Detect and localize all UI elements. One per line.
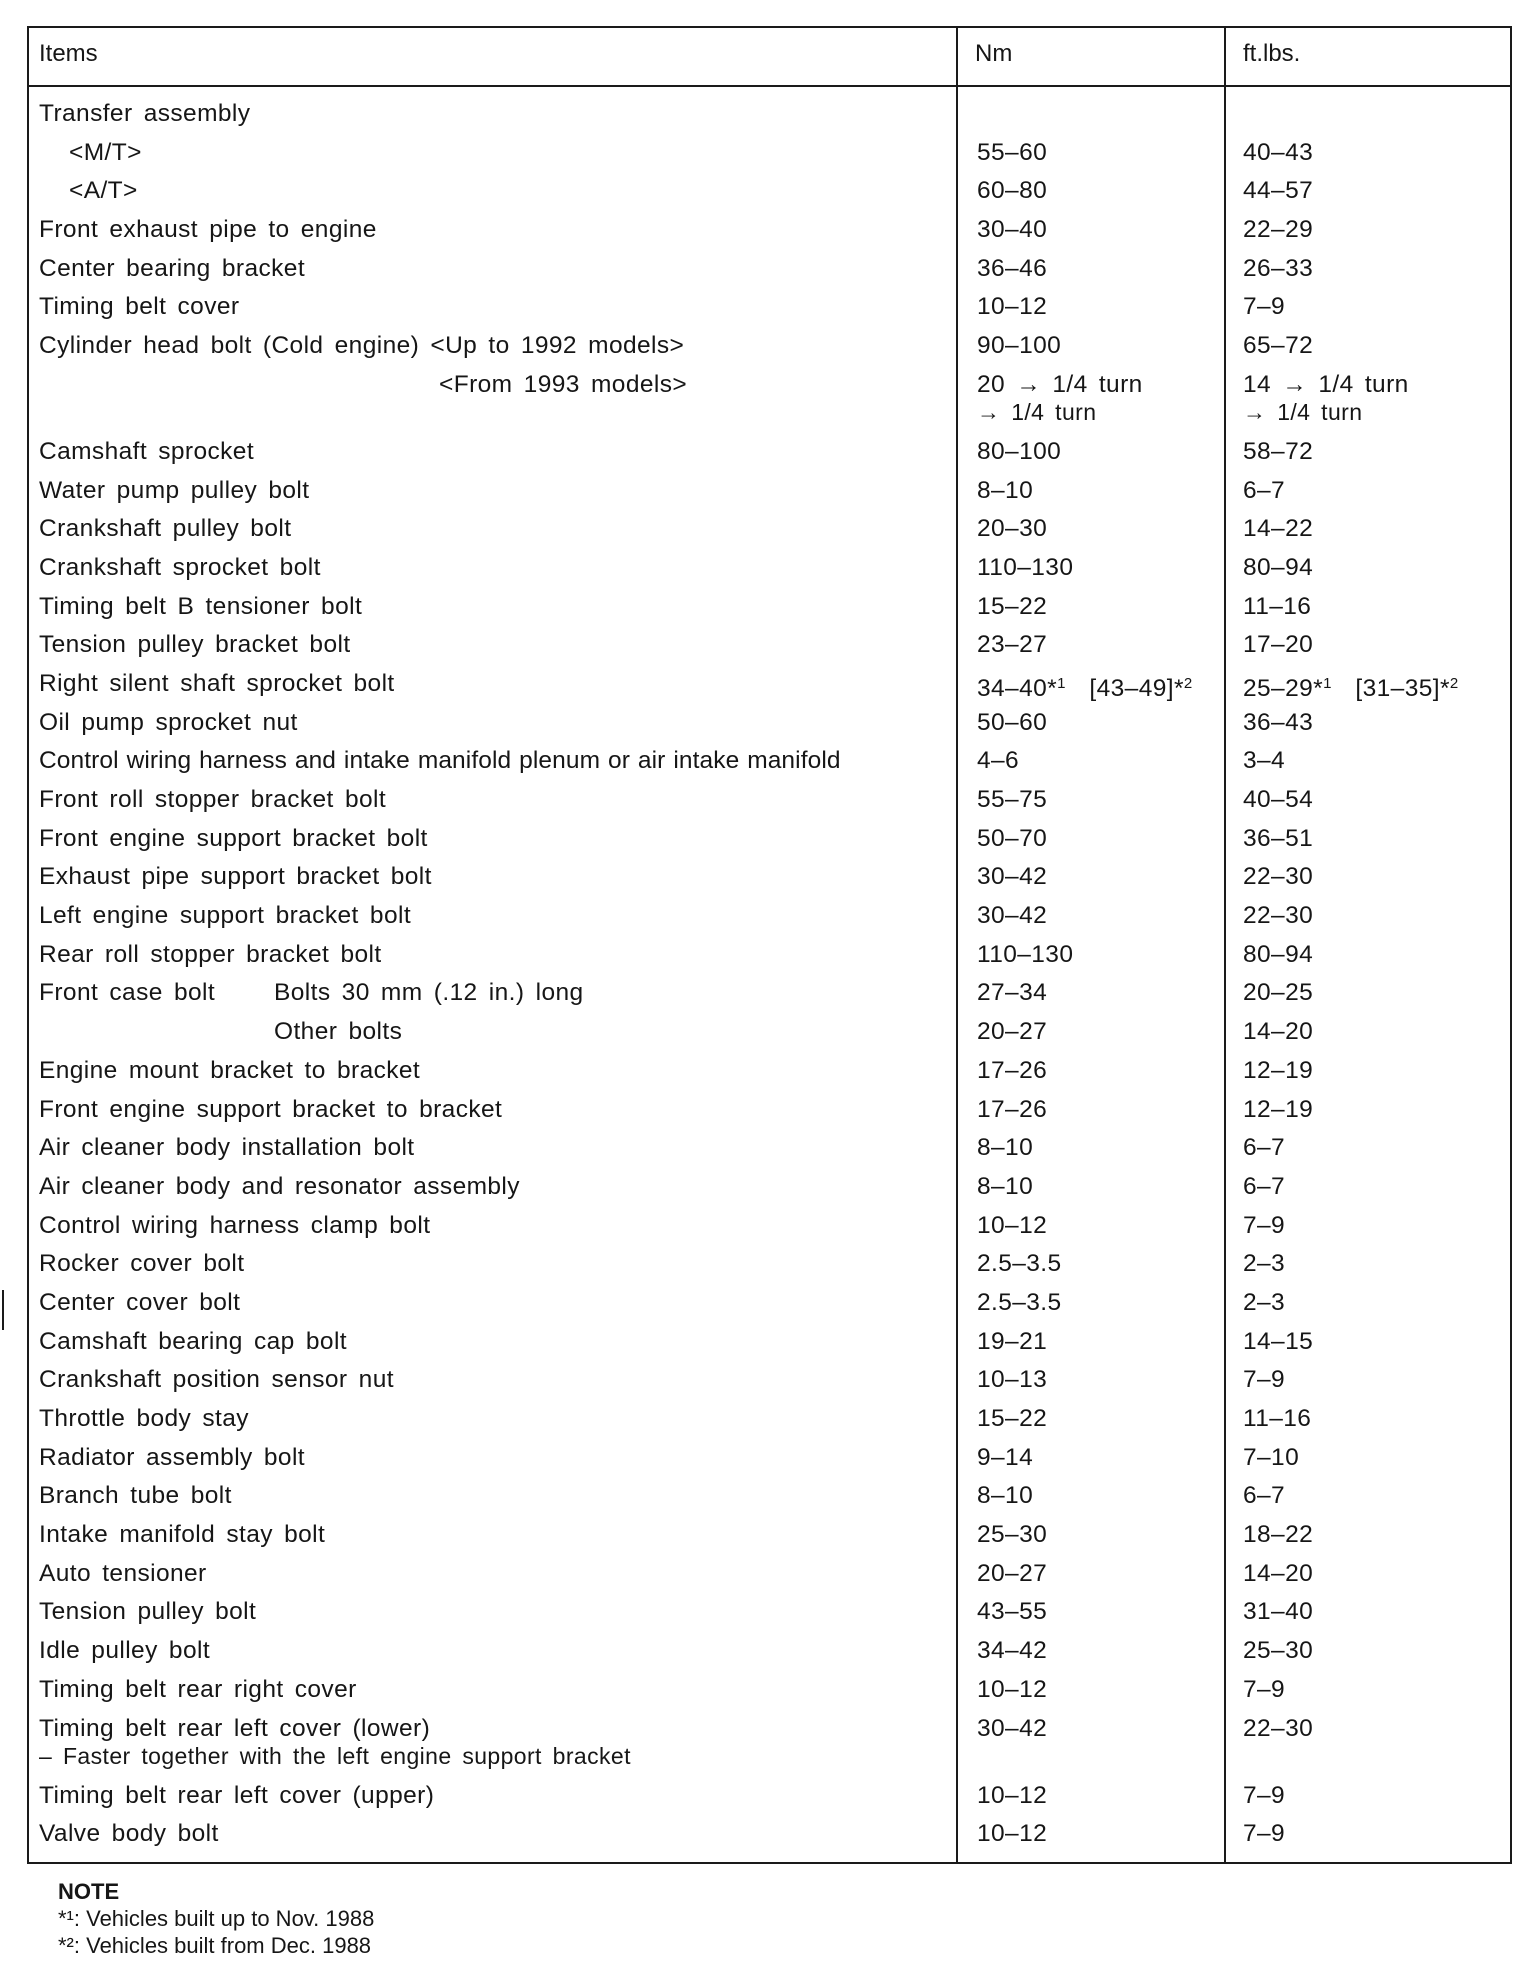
item-cell: Camshaft bearing cap bolt [39, 1327, 347, 1355]
item-cell: Tension pulley bolt [39, 1598, 257, 1626]
nm-cell: 110–130 [977, 553, 1074, 581]
table-row [29, 511, 1510, 550]
item-cell: Transfer assembly [39, 100, 251, 127]
ft-value: 14 → 1/4 turn [1243, 370, 1409, 398]
nm-cell: 60–80 [977, 177, 1048, 205]
item-cell: Other bolts [274, 1018, 403, 1046]
ft-cell: 6–7 [1243, 476, 1286, 504]
nm-cell: 8–10 [977, 1482, 1034, 1510]
item-cell: Oil pump sprocket nut [39, 708, 298, 736]
table-row [29, 627, 1510, 666]
nm-cell: 34–42 [977, 1637, 1048, 1665]
nm-cell: 4–6 [977, 747, 1020, 775]
table-row [29, 1633, 1510, 1672]
nm-cell: 55–60 [977, 138, 1048, 166]
item-cell: Timing belt rear left cover (upper) [39, 1781, 435, 1809]
ft-cell: 22–30 [1243, 863, 1314, 891]
table-row [29, 1440, 1510, 1479]
table-row [29, 1517, 1510, 1556]
item-cell: Water pump pulley bolt [39, 476, 310, 504]
item-cell: Exhaust pipe support bracket bolt [39, 863, 432, 891]
table-row [29, 937, 1510, 976]
nm-cell: 27–34 [977, 979, 1048, 1007]
ft-cell: 80–94 [1243, 940, 1314, 968]
ft-cell: 2–3 [1243, 1288, 1286, 1316]
nm-value-continued: → 1/4 turn [977, 398, 1097, 425]
table-row [29, 743, 1510, 782]
item-cell: Valve body bolt [39, 1820, 219, 1848]
ft-cell: 14–15 [1243, 1327, 1314, 1355]
ft-cell: 7–9 [1243, 1781, 1286, 1809]
ft-cell: 11–16 [1243, 1405, 1312, 1432]
table-row [29, 1169, 1510, 1208]
ft-cell: 65–72 [1243, 332, 1314, 360]
table-row [29, 1711, 1510, 1778]
note-title: NOTE [58, 1879, 120, 1904]
nm-cell: 20–30 [977, 515, 1048, 543]
table-row [29, 473, 1510, 512]
nm-cell: 25–30 [977, 1521, 1048, 1549]
note-line: *¹: Vehicles built up to Nov. 1988 [58, 1906, 375, 1931]
item-cell: Radiator assembly bolt [39, 1443, 305, 1471]
table-row [29, 975, 1510, 1014]
table-row [29, 550, 1510, 589]
ft-cell: 11–16 [1243, 592, 1312, 620]
nm-cell: 30–42 [977, 1714, 1048, 1742]
nm-cell: 8–10 [977, 476, 1034, 504]
nm-cell [977, 670, 1192, 703]
table-row [29, 212, 1510, 251]
ft-cell: 2–3 [1243, 1250, 1286, 1278]
table-body [29, 96, 1510, 1855]
ft-cell: 22–30 [1243, 1714, 1314, 1742]
nm-cell: 15–22 [977, 592, 1048, 620]
item-cell: Timing belt B tensioner bolt [39, 592, 363, 620]
item-cell: Control wiring harness clamp bolt [39, 1211, 431, 1239]
table-row [29, 1778, 1510, 1817]
ft-cell: 40–54 [1243, 786, 1314, 813]
footnote-marker: 2 [1183, 674, 1193, 692]
table-row [29, 367, 1510, 434]
nm-cell: 17–26 [977, 1056, 1048, 1084]
footnote-marker: 1 [1323, 674, 1332, 692]
nm-cell: 20–27 [977, 1018, 1048, 1046]
nm-cell: 10–12 [977, 1781, 1048, 1809]
ft-cell: 31–40 [1243, 1598, 1314, 1626]
item-cell: Idle pulley bolt [39, 1637, 211, 1665]
nm-cell: 30–42 [977, 902, 1048, 930]
header-nm: Nm [975, 40, 1013, 67]
table-row [29, 1208, 1510, 1247]
item-cell: Center cover bolt [39, 1288, 241, 1316]
nm-value-early: 34–40* [977, 674, 1058, 702]
nm-cell: 17–26 [977, 1095, 1048, 1123]
item-cell: Rear roll stopper bracket bolt [39, 940, 382, 968]
ft-cell: 22–30 [1243, 902, 1314, 930]
table-row [29, 1594, 1510, 1633]
nm-cell: 15–22 [977, 1405, 1048, 1432]
table-row [29, 898, 1510, 937]
footnote-block [58, 1878, 374, 1959]
ft-cell: 7–9 [1243, 1366, 1286, 1394]
ft-cell [1243, 670, 1458, 703]
item-cell: Right silent shaft sprocket bolt [39, 669, 395, 697]
table-row [29, 589, 1510, 628]
nm-value-late: [43–49]* [1089, 674, 1184, 702]
ft-cell: 26–33 [1243, 254, 1314, 282]
table-row [29, 859, 1510, 898]
ft-cell: 80–94 [1243, 553, 1314, 581]
nm-cell: 9–14 [977, 1443, 1034, 1471]
ft-cell: 3–4 [1243, 747, 1286, 775]
nm-cell: 50–60 [977, 708, 1048, 736]
item-cell: Air cleaner body and resonator assembly [39, 1172, 520, 1200]
nm-cell: 43–55 [977, 1598, 1048, 1626]
table-row [29, 173, 1510, 212]
item-subtext: – Faster together with the left engine support bracket [39, 1742, 631, 1769]
footnote-marker: 2 [1449, 674, 1459, 692]
table-row [29, 1130, 1510, 1169]
item-cell: Air cleaner body installation bolt [39, 1134, 415, 1162]
ft-cell: 14–20 [1243, 1018, 1314, 1046]
nm-cell: 90–100 [977, 332, 1062, 360]
ft-cell: 25–30 [1243, 1637, 1314, 1665]
header-ftlbs: ft.lbs. [1243, 40, 1301, 67]
ft-cell: 12–19 [1243, 1056, 1314, 1084]
item-cell: Crankshaft sprocket bolt [39, 553, 321, 581]
table-row [29, 289, 1510, 328]
item-cell [39, 1715, 631, 1769]
ft-cell: 7–9 [1243, 1211, 1286, 1239]
ft-cell: 7–10 [1243, 1443, 1300, 1471]
item-cell: Crankshaft pulley bolt [39, 515, 292, 543]
table-row [29, 328, 1510, 367]
ft-cell: 20–25 [1243, 979, 1314, 1007]
item-cell: Front engine support bracket to bracket [39, 1095, 503, 1123]
nm-cell: 36–46 [977, 254, 1048, 282]
ft-cell: 7–9 [1243, 293, 1286, 321]
ft-cell: 12–19 [1243, 1095, 1314, 1123]
nm-cell: 8–10 [977, 1172, 1034, 1200]
nm-cell: 20–27 [977, 1559, 1048, 1587]
ft-cell: 6–7 [1243, 1172, 1286, 1200]
ft-cell: 22–29 [1243, 216, 1314, 244]
item-cell: Timing belt rear right cover [39, 1675, 357, 1703]
nm-cell: 19–21 [977, 1327, 1048, 1355]
table-row [29, 1053, 1510, 1092]
table-row [29, 1092, 1510, 1131]
item-cell: Tension pulley bracket bolt [39, 631, 351, 659]
ft-cell: 7–9 [1243, 1675, 1286, 1703]
nm-cell: 80–100 [977, 437, 1062, 465]
item-cell: Throttle body stay [39, 1405, 249, 1432]
table-row [29, 1401, 1510, 1440]
ft-cell: 36–43 [1243, 708, 1314, 736]
item-cell: Branch tube bolt [39, 1482, 232, 1510]
note-line: *²: Vehicles built from Dec. 1988 [58, 1933, 372, 1958]
nm-cell: 10–12 [977, 1675, 1048, 1703]
item-cell: Front engine support bracket bolt [39, 824, 428, 852]
table-row [29, 1324, 1510, 1363]
footnote-marker: 1 [1057, 674, 1066, 692]
table-row [29, 1014, 1510, 1053]
item-cell: <A/T> [69, 177, 138, 205]
table-row [29, 1362, 1510, 1401]
item-cell: Intake manifold stay bolt [39, 1521, 326, 1549]
item-cell: Front exhaust pipe to engine [39, 216, 377, 244]
item-cell: Center bearing bracket [39, 254, 306, 282]
ft-cell: 18–22 [1243, 1521, 1314, 1549]
ft-value-early: 25–29* [1243, 674, 1324, 702]
ft-cell: 58–72 [1243, 437, 1314, 465]
item-cell: Auto tensioner [39, 1559, 207, 1587]
item-cell: <From 1993 models> [439, 370, 688, 398]
item-cell: Camshaft sprocket [39, 437, 255, 465]
table-row [29, 1285, 1510, 1324]
ft-cell [1243, 371, 1409, 425]
item-cell: Control wiring harness and intake manifold plenum or air intake manifold [39, 747, 841, 775]
ft-cell: 44–57 [1243, 177, 1314, 205]
nm-cell: 30–42 [977, 863, 1048, 891]
nm-cell: 23–27 [977, 631, 1048, 659]
margin-mark [2, 1290, 4, 1330]
item-detail-cell: Bolts 30 mm (.12 in.) long [274, 979, 584, 1007]
ft-cell: 6–7 [1243, 1482, 1286, 1510]
table-row [29, 1478, 1510, 1517]
nm-value: 20 → 1/4 turn [977, 370, 1143, 398]
torque-table [27, 26, 1512, 1864]
table-row [29, 782, 1510, 821]
nm-cell: 55–75 [977, 786, 1048, 813]
ft-cell: 40–43 [1243, 138, 1314, 166]
table-row [29, 1672, 1510, 1711]
item-cell: Front roll stopper bracket bolt [39, 786, 387, 813]
ft-cell: 7–9 [1243, 1820, 1286, 1848]
nm-cell: 10–12 [977, 1820, 1048, 1848]
nm-cell: 8–10 [977, 1134, 1034, 1162]
item-cell: Front case bolt [39, 979, 216, 1007]
table-row [29, 1246, 1510, 1285]
item-cell: <M/T> [69, 138, 142, 166]
nm-cell: 30–40 [977, 216, 1048, 244]
item-cell: Timing belt cover [39, 293, 240, 321]
table-row [29, 666, 1510, 705]
item-cell: Rocker cover bolt [39, 1250, 245, 1278]
item-cell: Crankshaft position sensor nut [39, 1366, 394, 1394]
ft-cell: 6–7 [1243, 1134, 1286, 1162]
ft-cell: 14–22 [1243, 515, 1314, 543]
nm-cell: 10–13 [977, 1366, 1048, 1394]
nm-cell: 10–12 [977, 1211, 1048, 1239]
nm-cell: 10–12 [977, 293, 1048, 321]
table-row [29, 1816, 1510, 1855]
table-row [29, 251, 1510, 290]
ft-cell: 17–20 [1243, 631, 1314, 659]
nm-cell: 50–70 [977, 824, 1048, 852]
ft-value-continued: → 1/4 turn [1243, 398, 1363, 425]
nm-cell: 2.5–3.5 [977, 1288, 1062, 1316]
table-row [29, 705, 1510, 744]
ft-cell: 36–51 [1243, 824, 1314, 852]
header-items: Items [39, 40, 98, 67]
nm-cell: 110–130 [977, 940, 1074, 968]
ft-value-late: [31–35]* [1355, 674, 1450, 702]
nm-cell [977, 371, 1143, 425]
table-row [29, 1556, 1510, 1595]
item-cell: Engine mount bracket to bracket [39, 1056, 421, 1084]
item-cell: Left engine support bracket bolt [39, 902, 412, 930]
ft-cell: 14–20 [1243, 1559, 1314, 1587]
table-row [29, 135, 1510, 174]
item-text: Timing belt rear left cover (lower) [39, 1714, 431, 1742]
table-row [29, 821, 1510, 860]
header-divider [29, 85, 1510, 87]
nm-cell: 2.5–3.5 [977, 1250, 1062, 1278]
item-cell: Cylinder head bolt (Cold engine) <Up to 1992 models> [39, 332, 685, 360]
table-row [29, 96, 1510, 135]
table-row [29, 434, 1510, 473]
